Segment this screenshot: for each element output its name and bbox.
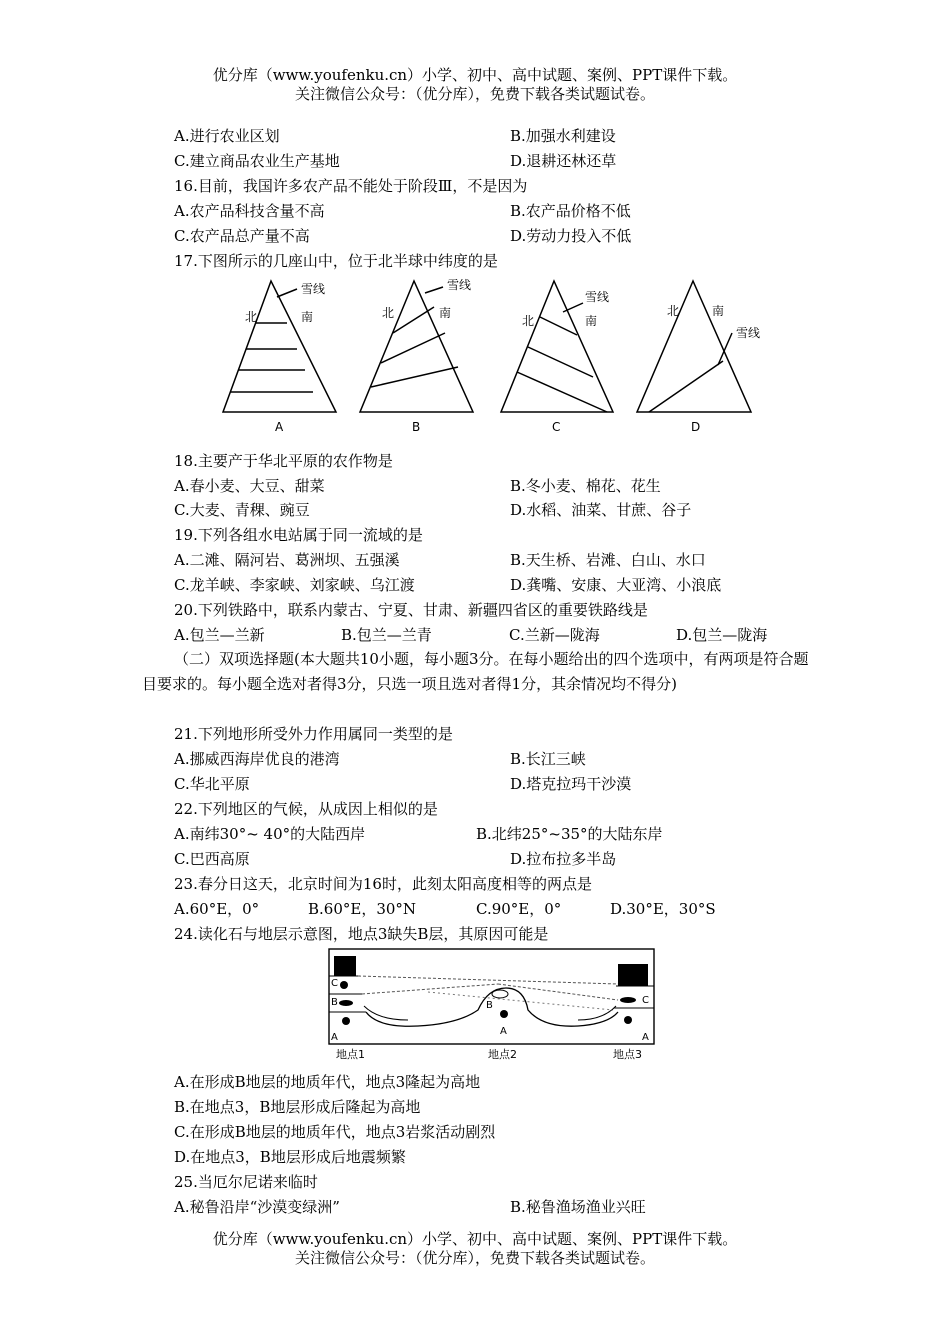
q15-option-d: D.退耕还林还草 bbox=[510, 152, 617, 170]
q20-option-d: D.包兰—陇海 bbox=[676, 626, 768, 644]
q22-stem: 22.下列地区的气候，从成因上相似的是 bbox=[174, 800, 438, 818]
q23-stem: 23.春分日这天，北京时间为16时，此刻太阳高度相等的两点是 bbox=[174, 875, 592, 893]
fig24-left-label-c: C bbox=[331, 978, 338, 989]
fig17-b-north: 北 bbox=[382, 306, 395, 320]
q21-option-d: D.塔克拉玛干沙漠 bbox=[510, 775, 632, 793]
fig17-label-d: D bbox=[691, 420, 701, 434]
q25-stem: 25.当厄尔尼诺来临时 bbox=[174, 1173, 318, 1191]
q18-option-a: A.春小麦、大豆、甜菜 bbox=[174, 477, 325, 495]
q25-option-b: B.秘鲁渔场渔业兴旺 bbox=[510, 1198, 646, 1216]
q24-option-a: A.在形成B地层的地质年代，地点3隆起为高地 bbox=[174, 1073, 481, 1091]
q16-stem: 16.目前，我国许多农产品不能处于阶段Ⅲ，不是因为 bbox=[174, 177, 528, 195]
q19-stem: 19.下列各组水电站属于同一流域的是 bbox=[174, 526, 423, 544]
q16-option-a: A.农产品科技含量不高 bbox=[174, 202, 325, 220]
fig17-c-snowline: 雪线 bbox=[585, 290, 610, 304]
q21-option-c: C.华北平原 bbox=[174, 775, 250, 793]
fig17-c-south: 南 bbox=[585, 314, 598, 328]
fig17-b-snowline: 雪线 bbox=[447, 278, 472, 292]
q20-option-b: B.包兰—兰青 bbox=[341, 626, 432, 644]
q18-option-c: C.大麦、青稞、豌豆 bbox=[174, 501, 310, 519]
page-header-line1: 优分库（www.youfenku.cn）小学、初中、高中试题、案例、PPT课件下载。 bbox=[212, 66, 738, 84]
q15-option-c: C.建立商品农业生产基地 bbox=[174, 152, 340, 170]
section2-instructions: （二）双项选择题(本大题共10小题，每小题3分。在每小题给出的四个选项中，有两项是符合题目要求的。每小题全选对者得3分，只选一项且选对者得1分，其余情况均不得分) bbox=[142, 650, 809, 693]
q24-option-d: D.在地点3，B地层形成后地震频繁 bbox=[174, 1148, 406, 1166]
fig24-left-label-b: B bbox=[331, 997, 338, 1008]
q22-option-c: C.巴西高原 bbox=[174, 850, 250, 868]
fig24-right-label-a: A bbox=[642, 1032, 649, 1043]
fig17-d-north: 北 bbox=[667, 304, 680, 318]
q19-option-d: D.龚嘴、安康、大亚湾、小浪底 bbox=[510, 576, 722, 594]
q23-option-b: B.60°E，30°N bbox=[308, 900, 417, 918]
q15-option-a: A.进行农业区划 bbox=[174, 127, 280, 145]
q16-option-b: B.农产品价格不低 bbox=[510, 202, 631, 220]
fig24-right-label-c: C bbox=[642, 995, 649, 1006]
q21-option-b: B.长江三峡 bbox=[510, 750, 586, 768]
fig17-b-south: 南 bbox=[439, 306, 452, 320]
q19-option-a: A.二滩、隔河岩、葛洲坝、五强溪 bbox=[174, 551, 400, 569]
q23-option-d: D.30°E，30°S bbox=[610, 900, 716, 918]
q18-stem: 18.主要产于华北平原的农作物是 bbox=[174, 452, 393, 470]
q18-option-d: D.水稻、油菜、甘蔗、谷子 bbox=[510, 501, 692, 519]
q21-stem: 21.下列地形所受外力作用属同一类型的是 bbox=[174, 725, 453, 743]
fig17-a-north: 北 bbox=[245, 310, 258, 324]
fig17-c-north: 北 bbox=[522, 314, 535, 328]
q24-option-c: C.在形成B地层的地质年代，地点3岩浆活动剧烈 bbox=[174, 1123, 496, 1141]
q16-option-c: C.农产品总产量不高 bbox=[174, 227, 310, 245]
q19-option-b: B.天生桥、岩滩、白山、水口 bbox=[510, 551, 706, 569]
q25-option-a: A.秘鲁沿岸“沙漠变绿洲” bbox=[174, 1198, 340, 1216]
page-footer-line2: 关注微信公众号：（优分库），免费下载各类试题试卷。 bbox=[294, 1249, 655, 1267]
fig17-label-c: C bbox=[552, 420, 561, 434]
fig24-mid-label-a: A bbox=[500, 1026, 507, 1037]
fig24-site3: 地点3 bbox=[613, 1048, 642, 1061]
fig17-a-snowline: 雪线 bbox=[301, 282, 326, 296]
q17-stem: 17.下图所示的几座山中，位于北半球中纬度的是 bbox=[174, 252, 498, 270]
page-header-line2: 关注微信公众号：（优分库），免费下载各类试题试卷。 bbox=[294, 85, 655, 103]
page-footer-line1: 优分库（www.youfenku.cn）小学、初中、高中试题、案例、PPT课件下载。 bbox=[212, 1230, 738, 1248]
fossil-strata-figure bbox=[328, 948, 655, 1064]
q23-option-c: C.90°E，0° bbox=[476, 900, 562, 918]
fig24-site1: 地点1 bbox=[336, 1048, 365, 1061]
q15-option-b: B.加强水利建设 bbox=[510, 127, 616, 145]
q20-option-a: A.包兰—兰新 bbox=[174, 626, 265, 644]
q21-option-a: A.挪威西海岸优良的港湾 bbox=[174, 750, 340, 768]
q22-option-d: D.拉布拉多半岛 bbox=[510, 850, 617, 868]
q18-option-b: B.冬小麦、棉花、花生 bbox=[510, 477, 661, 495]
fig24-site2: 地点2 bbox=[488, 1048, 517, 1061]
snowline-mountains-figure bbox=[215, 275, 760, 435]
q24-option-b: B.在地点3，B地层形成后隆起为高地 bbox=[174, 1098, 421, 1116]
fig24-left-label-a: A bbox=[331, 1032, 338, 1043]
fig17-d-south: 南 bbox=[712, 304, 725, 318]
fig17-label-b: B bbox=[412, 420, 421, 434]
q19-option-c: C.龙羊峡、李家峡、刘家峡、乌江渡 bbox=[174, 576, 415, 594]
q20-option-c: C.兰新—陇海 bbox=[509, 626, 600, 644]
fig17-label-a: A bbox=[275, 420, 284, 434]
q22-option-a: A.南纬30°~ 40°的大陆西岸 bbox=[174, 825, 366, 843]
q24-stem: 24.读化石与地层示意图，地点3缺失B层，其原因可能是 bbox=[174, 925, 549, 943]
fig17-d-snowline: 雪线 bbox=[736, 326, 760, 340]
q16-option-d: D.劳动力投入不低 bbox=[510, 227, 632, 245]
q20-stem: 20.下列铁路中，联系内蒙古、宁夏、甘肃、新疆四省区的重要铁路线是 bbox=[174, 601, 648, 619]
fig24-mid-label-b: B bbox=[486, 1000, 493, 1011]
q23-option-a: A.60°E，0° bbox=[174, 900, 260, 918]
mountain-b bbox=[360, 281, 473, 412]
q22-option-b: B.北纬25°~35°的大陆东岸 bbox=[476, 825, 663, 843]
mountain-d bbox=[637, 281, 751, 412]
mountain-a bbox=[223, 281, 336, 412]
fig17-a-south: 南 bbox=[301, 310, 314, 324]
